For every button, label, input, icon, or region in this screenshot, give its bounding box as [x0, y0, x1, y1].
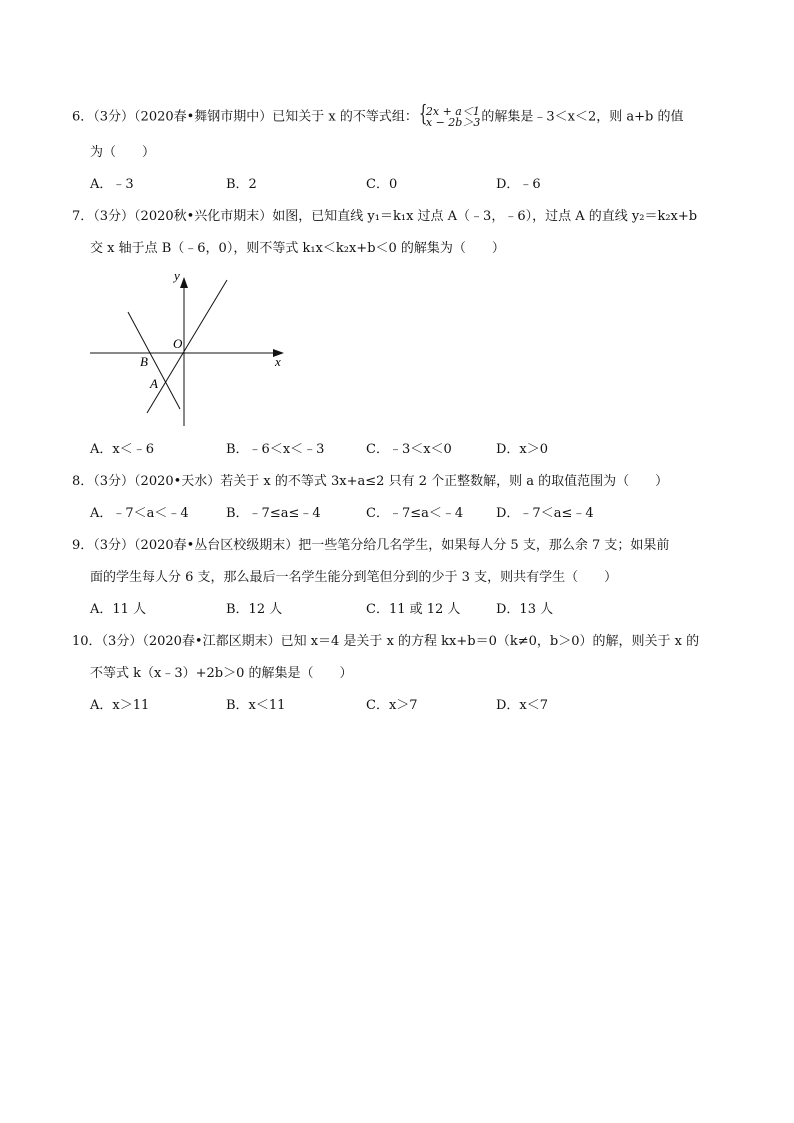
- option-c: C．﹣3＜x＜0: [366, 442, 452, 457]
- option-b: B．﹣6＜x＜﹣3: [226, 442, 325, 457]
- question-7-line1: 7．（3分）（2020秋•兴化市期末）如图，已知直线 y₁＝k₁x 过点 A（﹣3，﹣6），过点 A 的直线 y₂＝k₂x+b: [72, 209, 698, 224]
- option-c: C．﹣7≤a＜﹣4: [366, 506, 464, 521]
- option-b: B．12 人: [226, 602, 283, 617]
- question-10-line1: 10．（3分）（2020春•江都区期末）已知 x＝4 是关于 x 的方程 kx+b＝0（k≠0，b＞0）的解，则关于 x 的: [72, 634, 700, 649]
- option-b: B．2: [226, 177, 257, 192]
- question-6-options: [90, 176, 590, 194]
- question-9-line1: 9．（3分）（2020春•丛台区校级期末）把一些笔分给几名学生，如果每人分 5 支，那么余 7 支；如果前: [72, 538, 670, 553]
- question-7-line2: 交 x 轴于点 B（﹣6，0），则不等式 k₁x＜k₂x+b＜0 的解集为（ ）: [90, 241, 505, 256]
- option-c: C．0: [366, 177, 398, 192]
- origin-label: O: [173, 336, 183, 351]
- question-6-line2: 为（ ）: [90, 145, 156, 160]
- question-6-text: 6．（3分）（2020春•舞钢市期中）已知关于 x 的不等式组：: [72, 109, 418, 125]
- option-b: B．﹣7≤a≤﹣4: [226, 506, 321, 521]
- option-d: D．x＞0: [496, 442, 549, 457]
- option-a: A．﹣7＜a＜﹣4: [90, 506, 189, 521]
- y-axis-arrow: [180, 277, 188, 288]
- question-7-options: [90, 441, 590, 459]
- option-a: A．x＞11: [90, 698, 150, 713]
- line-y2: [128, 312, 180, 409]
- option-d: D．x＜7: [496, 698, 549, 713]
- question-8-line1: 8．（3分）（2020•天水）若关于 x 的不等式 3x+a≤2 只有 2 个正整数解，则 a 的取值范围为（ ）: [72, 474, 669, 489]
- question-10-line2: 不等式 k（x﹣3）+2b＞0 的解集是（ ）: [90, 666, 353, 681]
- option-d: D．13 人: [496, 602, 554, 617]
- question-9-line2: 面的学生每人分 6 支，那么最后一名学生能分到笔但分到的少于 3 支，则共有学生（ ）: [90, 570, 618, 585]
- option-a: A．11 人: [90, 602, 147, 617]
- brace-glyph: {: [418, 102, 428, 127]
- x-axis-label: x: [275, 354, 281, 369]
- option-c: C．11 或 12 人: [366, 602, 461, 617]
- function-graph: [84, 268, 294, 430]
- option-d: D．﹣6: [496, 177, 541, 192]
- system-row-2: x − 2b＞3: [425, 116, 481, 129]
- option-a: A．x＜﹣6: [90, 442, 154, 457]
- point-a-label: A: [150, 376, 158, 391]
- question-8-options: [90, 505, 594, 523]
- question-9-options: [90, 601, 590, 619]
- system-row-1: 2x + a＜1: [425, 105, 480, 118]
- option-d: D．﹣7＜a≤﹣4: [496, 506, 594, 521]
- question-6-line1: [72, 102, 684, 129]
- point-b-label: B: [140, 354, 148, 369]
- option-a: A．﹣3: [90, 177, 134, 192]
- y-axis-label: y: [174, 268, 180, 283]
- question-10-options: [90, 697, 590, 715]
- option-c: C．x＞7: [366, 698, 418, 713]
- option-b: B．x＜11: [226, 698, 286, 713]
- question-6-text-post: 的解集是﹣3＜x＜2，则 a+b 的值: [481, 109, 684, 125]
- inequality-system: [418, 102, 481, 129]
- line-y1: [147, 280, 227, 413]
